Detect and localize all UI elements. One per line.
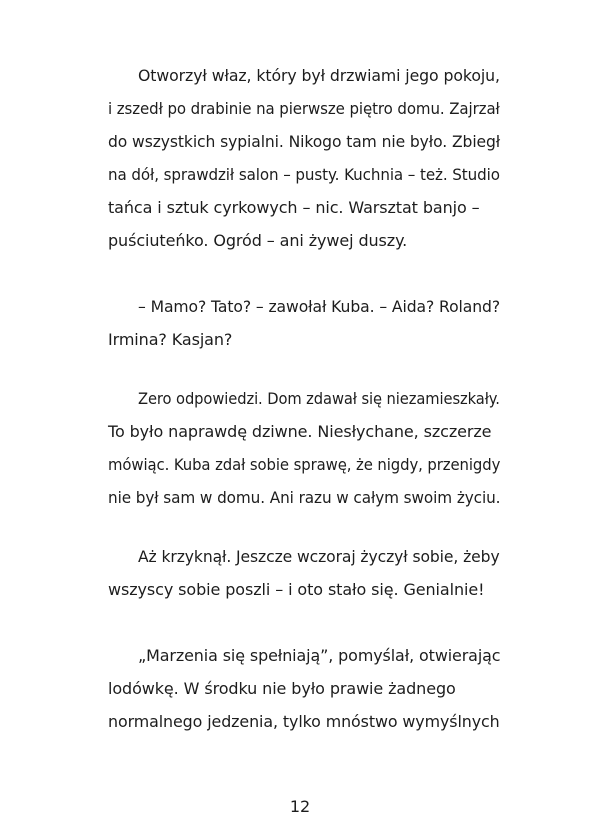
text-line: Otworzył właz, który był drzwiami jego pokoju, (138, 66, 500, 85)
text-line: lodówkę. W środku nie było prawie żadnego (108, 679, 456, 698)
text-line: na dół, sprawdził salon – pusty. Kuchnia – też. Studio (108, 165, 500, 184)
text-line: mówiąc. Kuba zdał sobie sprawę, że nigdy, przenigdy (108, 455, 501, 474)
text-line: puściuteńko. Ogród – ani żywej duszy. (108, 231, 408, 250)
text-line: Aż krzyknął. Jeszcze wczoraj życzył sobie, żeby (138, 547, 500, 566)
text-line: nie był sam w domu. Ani razu w całym swoim życiu. (108, 488, 501, 507)
page-number: 12 (289, 797, 311, 816)
text-line: i zszedł po drabinie na pierwsze piętro domu. Zajrzał (108, 99, 500, 118)
text-line: wszyscy sobie poszli – i oto stało się. Genialnie! (108, 580, 485, 599)
text-line: do wszystkich sypialni. Nikogo tam nie było. Zbiegł (108, 132, 501, 151)
text-line: Irmina? Kasjan? (108, 330, 233, 349)
text-line: normalnego jedzenia, tylko mnóstwo wymyślnych (108, 712, 500, 731)
text-line: „Marzenia się spełniają”, pomyślał, otwierając (138, 646, 501, 665)
text-line: To było naprawdę dziwne. Niesłychane, szczerze (108, 422, 492, 441)
text-line: Zero odpowiedzi. Dom zdawał się niezamieszkały. (138, 389, 500, 408)
text-line: – Mamo? Tato? – zawołał Kuba. – Aida? Roland? (138, 297, 501, 316)
text-line: tańca i sztuk cyrkowych – nic. Warsztat banjo – (108, 198, 480, 217)
